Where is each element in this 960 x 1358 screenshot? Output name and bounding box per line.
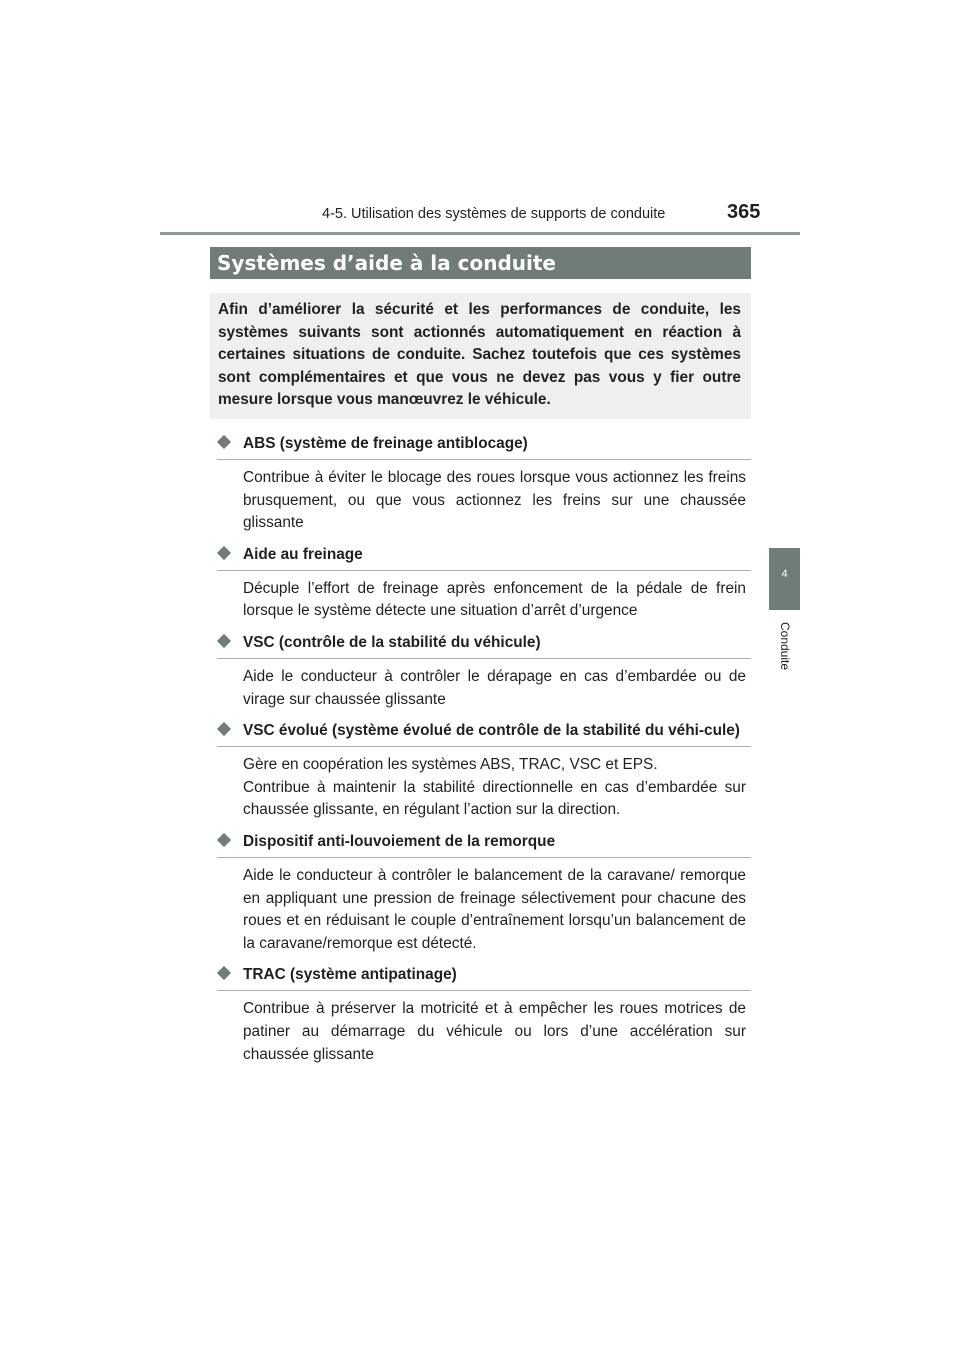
section-heading bbox=[217, 543, 751, 571]
page-number: 365 bbox=[727, 201, 761, 223]
section-body bbox=[217, 991, 751, 1066]
section-heading bbox=[217, 432, 751, 460]
diamond-bullet-icon bbox=[217, 634, 231, 648]
diamond-bullet-icon bbox=[217, 722, 231, 736]
header-rule bbox=[160, 232, 800, 235]
diamond-bullet-icon bbox=[217, 833, 231, 847]
diamond-bullet-icon bbox=[217, 435, 231, 449]
section-body bbox=[217, 460, 751, 535]
section-body bbox=[217, 659, 751, 711]
section-body-text: Aide le conducteur à contrôler le dérapage en cas d’embardée ou de virage sur chaussée glissante bbox=[243, 667, 746, 708]
section-body bbox=[217, 747, 751, 822]
section-body bbox=[217, 858, 751, 955]
chapter-number: 4 bbox=[781, 568, 788, 580]
section-abs bbox=[217, 432, 751, 535]
section-brake-assist bbox=[217, 543, 751, 623]
section-body-text: Décuple l’effort de freinage après enfoncement de la pédale de frein lorsque le système détecte une situation d’arrêt d’urgence bbox=[243, 579, 746, 620]
section-trailer-sway bbox=[217, 830, 751, 955]
section-vsc bbox=[217, 631, 751, 711]
section-enhanced-vsc bbox=[217, 719, 751, 822]
chapter-label: Conduite bbox=[778, 621, 792, 671]
system-list bbox=[217, 432, 751, 1074]
section-trac bbox=[217, 963, 751, 1066]
section-heading-text: TRAC (système antipatinage) bbox=[243, 966, 457, 984]
chapter-tab bbox=[769, 548, 800, 610]
section-body-text: Aide le conducteur à contrôler le balancement de la caravane/ remorque en appliquant une pression de freinage sélectivement pour chacune des roues et en réduisant le couple d’entraînement lorsqu’un balancement de la caravane/remorque est détecté. bbox=[243, 866, 746, 952]
section-body bbox=[217, 571, 751, 623]
section-heading-text: Dispositif anti-louvoiement de la remorque bbox=[243, 832, 556, 850]
section-heading-text: VSC (contrôle de la stabilité du véhicule) bbox=[243, 633, 541, 651]
section-heading bbox=[217, 830, 751, 858]
diamond-bullet-icon bbox=[217, 966, 231, 980]
section-heading bbox=[217, 963, 751, 991]
section-body-text: Contribue à maintenir la stabilité directionnelle en cas d’embardée sur chaussée glissante, en régulant l’action sur la direction. bbox=[243, 778, 746, 819]
section-heading-text: VSC évolué (système évolué de contrôle de la stabilité du véhi-cule) bbox=[243, 722, 740, 740]
section-heading bbox=[217, 719, 751, 747]
diamond-bullet-icon bbox=[217, 546, 231, 560]
section-body-text: Gère en coopération les systèmes ABS, TRAC, VSC et EPS. bbox=[243, 756, 658, 774]
page-title: Systèmes d’aide à la conduite bbox=[210, 247, 751, 279]
section-heading-text: Aide au freinage bbox=[243, 545, 363, 563]
running-header-section: 4-5. Utilisation des systèmes de supports de conduite bbox=[322, 206, 666, 222]
section-body-text: Contribue à éviter le blocage des roues lorsque vous actionnez les freins brusquement, ou que vous actionnez les freins sur une chaussée glissante bbox=[243, 469, 746, 532]
section-heading bbox=[217, 631, 751, 659]
intro-paragraph: Afin d’améliorer la sécurité et les performances de conduite, les systèmes suivants sont actionnés automatiquement en réaction à certaines situations de conduite. Sachez toutefois que ces systèmes sont complémentaires et que vous ne devez pas vous y fier outre mesure lorsque vous manœuvrez le véhicule. bbox=[210, 293, 751, 419]
section-body-text: Contribue à préserver la motricité et à empêcher les roues motrices de patiner au démarrage du véhicule ou lors d’une accélération sur chaussée glissante bbox=[243, 1000, 746, 1063]
section-heading-text: ABS (système de freinage antiblocage) bbox=[243, 435, 528, 452]
